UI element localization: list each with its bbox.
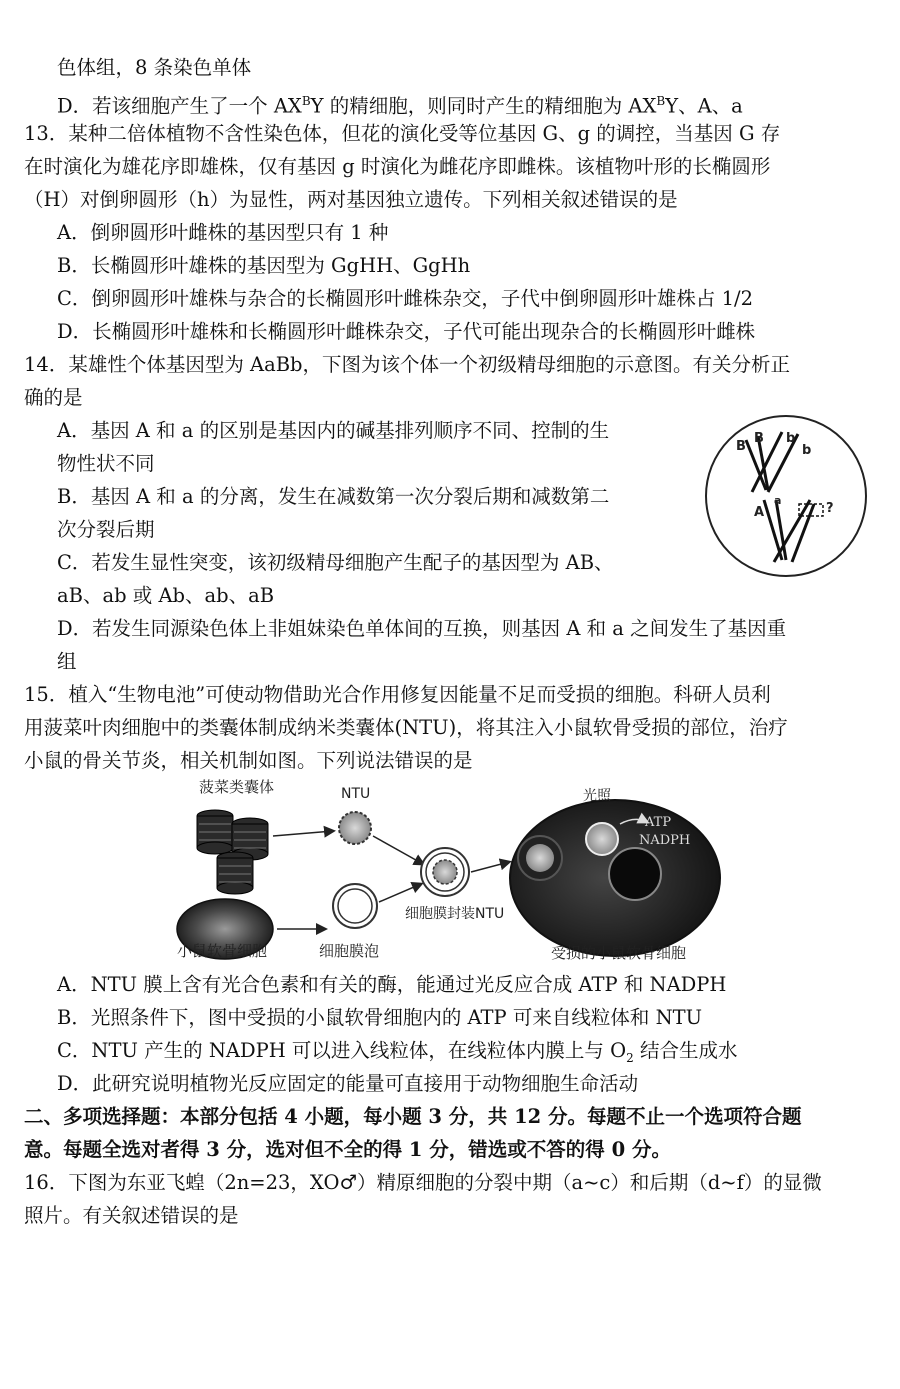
ntu-particle: [339, 812, 371, 844]
q14-option-b-cont: 次分裂后期: [57, 518, 155, 541]
q12-option-d: D．若该细胞产生了一个 $AX^BY$ 的精细胞，则同时产生的精细胞为 $AX^BY$、A、a: [57, 94, 743, 118]
q15-option-b: B．光照条件下，图中受损的小鼠软骨细胞内的 ATP 可来自线粒体和 NTU: [57, 1006, 703, 1029]
q14-option-d: D．若发生同源染色体上非姐妹染色单体间的互换，则基因 A 和 a 之间发生了基因重: [57, 617, 787, 640]
gene-label: ?: [826, 501, 834, 516]
q13-stem-line: 13．某种二倍体植物不含性染色体，但花的演化受等位基因 G、g 的调控，当基因 G 存: [24, 122, 781, 145]
q13-option-b: B．长椭圆形叶雄株的基因型为 GgHH、GgHh: [57, 254, 471, 277]
gene-label: b: [802, 443, 812, 458]
q15-option-c: C．NTU 产生的 NADPH 可以进入线粒体，在线粒体内膜上与 $O_2$ 结合生成水: [57, 1039, 738, 1065]
gene-label: a: [774, 494, 782, 507]
gene-label: B: [736, 439, 746, 454]
q13-stem-line: 在时演化为雄花序即雄株，仅有基因 g 时演化为雌花序即雌株。该植物叶形的长椭圆形: [24, 155, 771, 178]
gene-label: B: [754, 431, 764, 446]
q15-option-a: A．NTU 膜上含有光合色素和有关的酶，能通过光反应合成 ATP 和 NADPH: [57, 973, 727, 996]
spermatocyte-figure: [702, 412, 872, 580]
q13-option-c: C．倒卵圆形叶雄株与杂合的长椭圆形叶雌株杂交，子代中倒卵圆形叶雄株占 1/2: [57, 287, 754, 310]
q12-continuation: 色体组，8 条染色单体: [57, 56, 252, 79]
q16-stem-line: 照片。有关叙述错误的是: [24, 1204, 239, 1227]
q15-stem-line: 15．植入“生物电池”可使动物借助光合作用修复因能量不足而受损的细胞。科研人员利: [24, 683, 771, 706]
atp-label: ATP: [645, 815, 672, 830]
gene-label: A: [754, 505, 765, 520]
packaged-ntu-label: 细胞膜封装NTU: [405, 906, 505, 922]
internal-ntu: [586, 823, 618, 855]
q14-option-a: A．基因 A 和 a 的区别是基因内的碱基排列顺序不同、控制的生: [57, 419, 610, 442]
q15-option-d: D．此研究说明植物光反应固定的能量可直接用于动物细胞生命活动: [57, 1072, 639, 1095]
q16-stem-line: 16．下图为东亚飞蝗（2n=23，XO♂）精原细胞的分裂中期（a~c）和后期（d~f）的显微: [24, 1171, 822, 1194]
damaged-cell-label: 受损的小鼠软骨细胞: [551, 944, 687, 962]
q14-option-c: C．若发生显性突变，该初级精母细胞产生配子的基因型为 AB、: [57, 551, 614, 574]
q14-option-d-cont: 组: [57, 650, 77, 673]
q13-option-a: A．倒卵圆形叶雌株的基因型只有 1 种: [57, 221, 389, 244]
cartilage-cell-label: 小鼠软骨细胞: [177, 942, 268, 960]
q13-stem-line: （H）对倒卵圆形（h）为显性，两对基因独立遗传。下列相关叙述错误的是: [24, 188, 678, 211]
q13-option-d: D．长椭圆形叶雄株和长椭圆形叶雌株杂交，子代可能出现杂合的长椭圆形叶雌株: [57, 320, 756, 343]
ntu-label: NTU: [341, 786, 371, 802]
q15-stem-line: 用菠菜叶肉细胞中的类囊体制成纳米类囊体(NTU)，将其注入小鼠软骨受损的部位，治疗: [24, 716, 788, 739]
section-heading-cont: 意。每题全选对者得 3 分，选对但不全的得 1 分，错选或不答的得 0 分。: [24, 1138, 671, 1161]
q14-option-a-cont: 物性状不同: [57, 452, 155, 475]
membrane-vesicle: [333, 884, 377, 928]
light-label: 光照: [583, 788, 611, 804]
section-heading: 二、多项选择题：本部分包括 4 小题，每小题 3 分，共 12 分。每题不止一个选项符合题: [24, 1105, 802, 1128]
q15-stem-line: 小鼠的骨关节炎，相关机制如图。下列说法错误的是: [24, 749, 473, 772]
nucleus: [609, 848, 661, 900]
vesicle-label: 细胞膜泡: [319, 942, 380, 960]
q14-stem-line: 14．某雄性个体基因型为 AaBb，下图为该个体一个初级精母细胞的示意图。有关分析正: [24, 353, 791, 376]
thylakoid-stacks: [197, 810, 268, 894]
thylakoid-label: 菠菜类囊体: [199, 778, 275, 796]
q14-stem-line: 确的是: [24, 386, 83, 409]
gene-label: b: [786, 431, 796, 446]
nadph-label: NADPH: [639, 833, 691, 848]
q14-option-c-cont: aB、ab 或 Ab、ab、aB: [57, 584, 275, 607]
ntu-mechanism-figure: [165, 776, 735, 966]
q14-option-b: B．基因 A 和 a 的分离，发生在减数第一次分裂后期和减数第二: [57, 485, 610, 508]
